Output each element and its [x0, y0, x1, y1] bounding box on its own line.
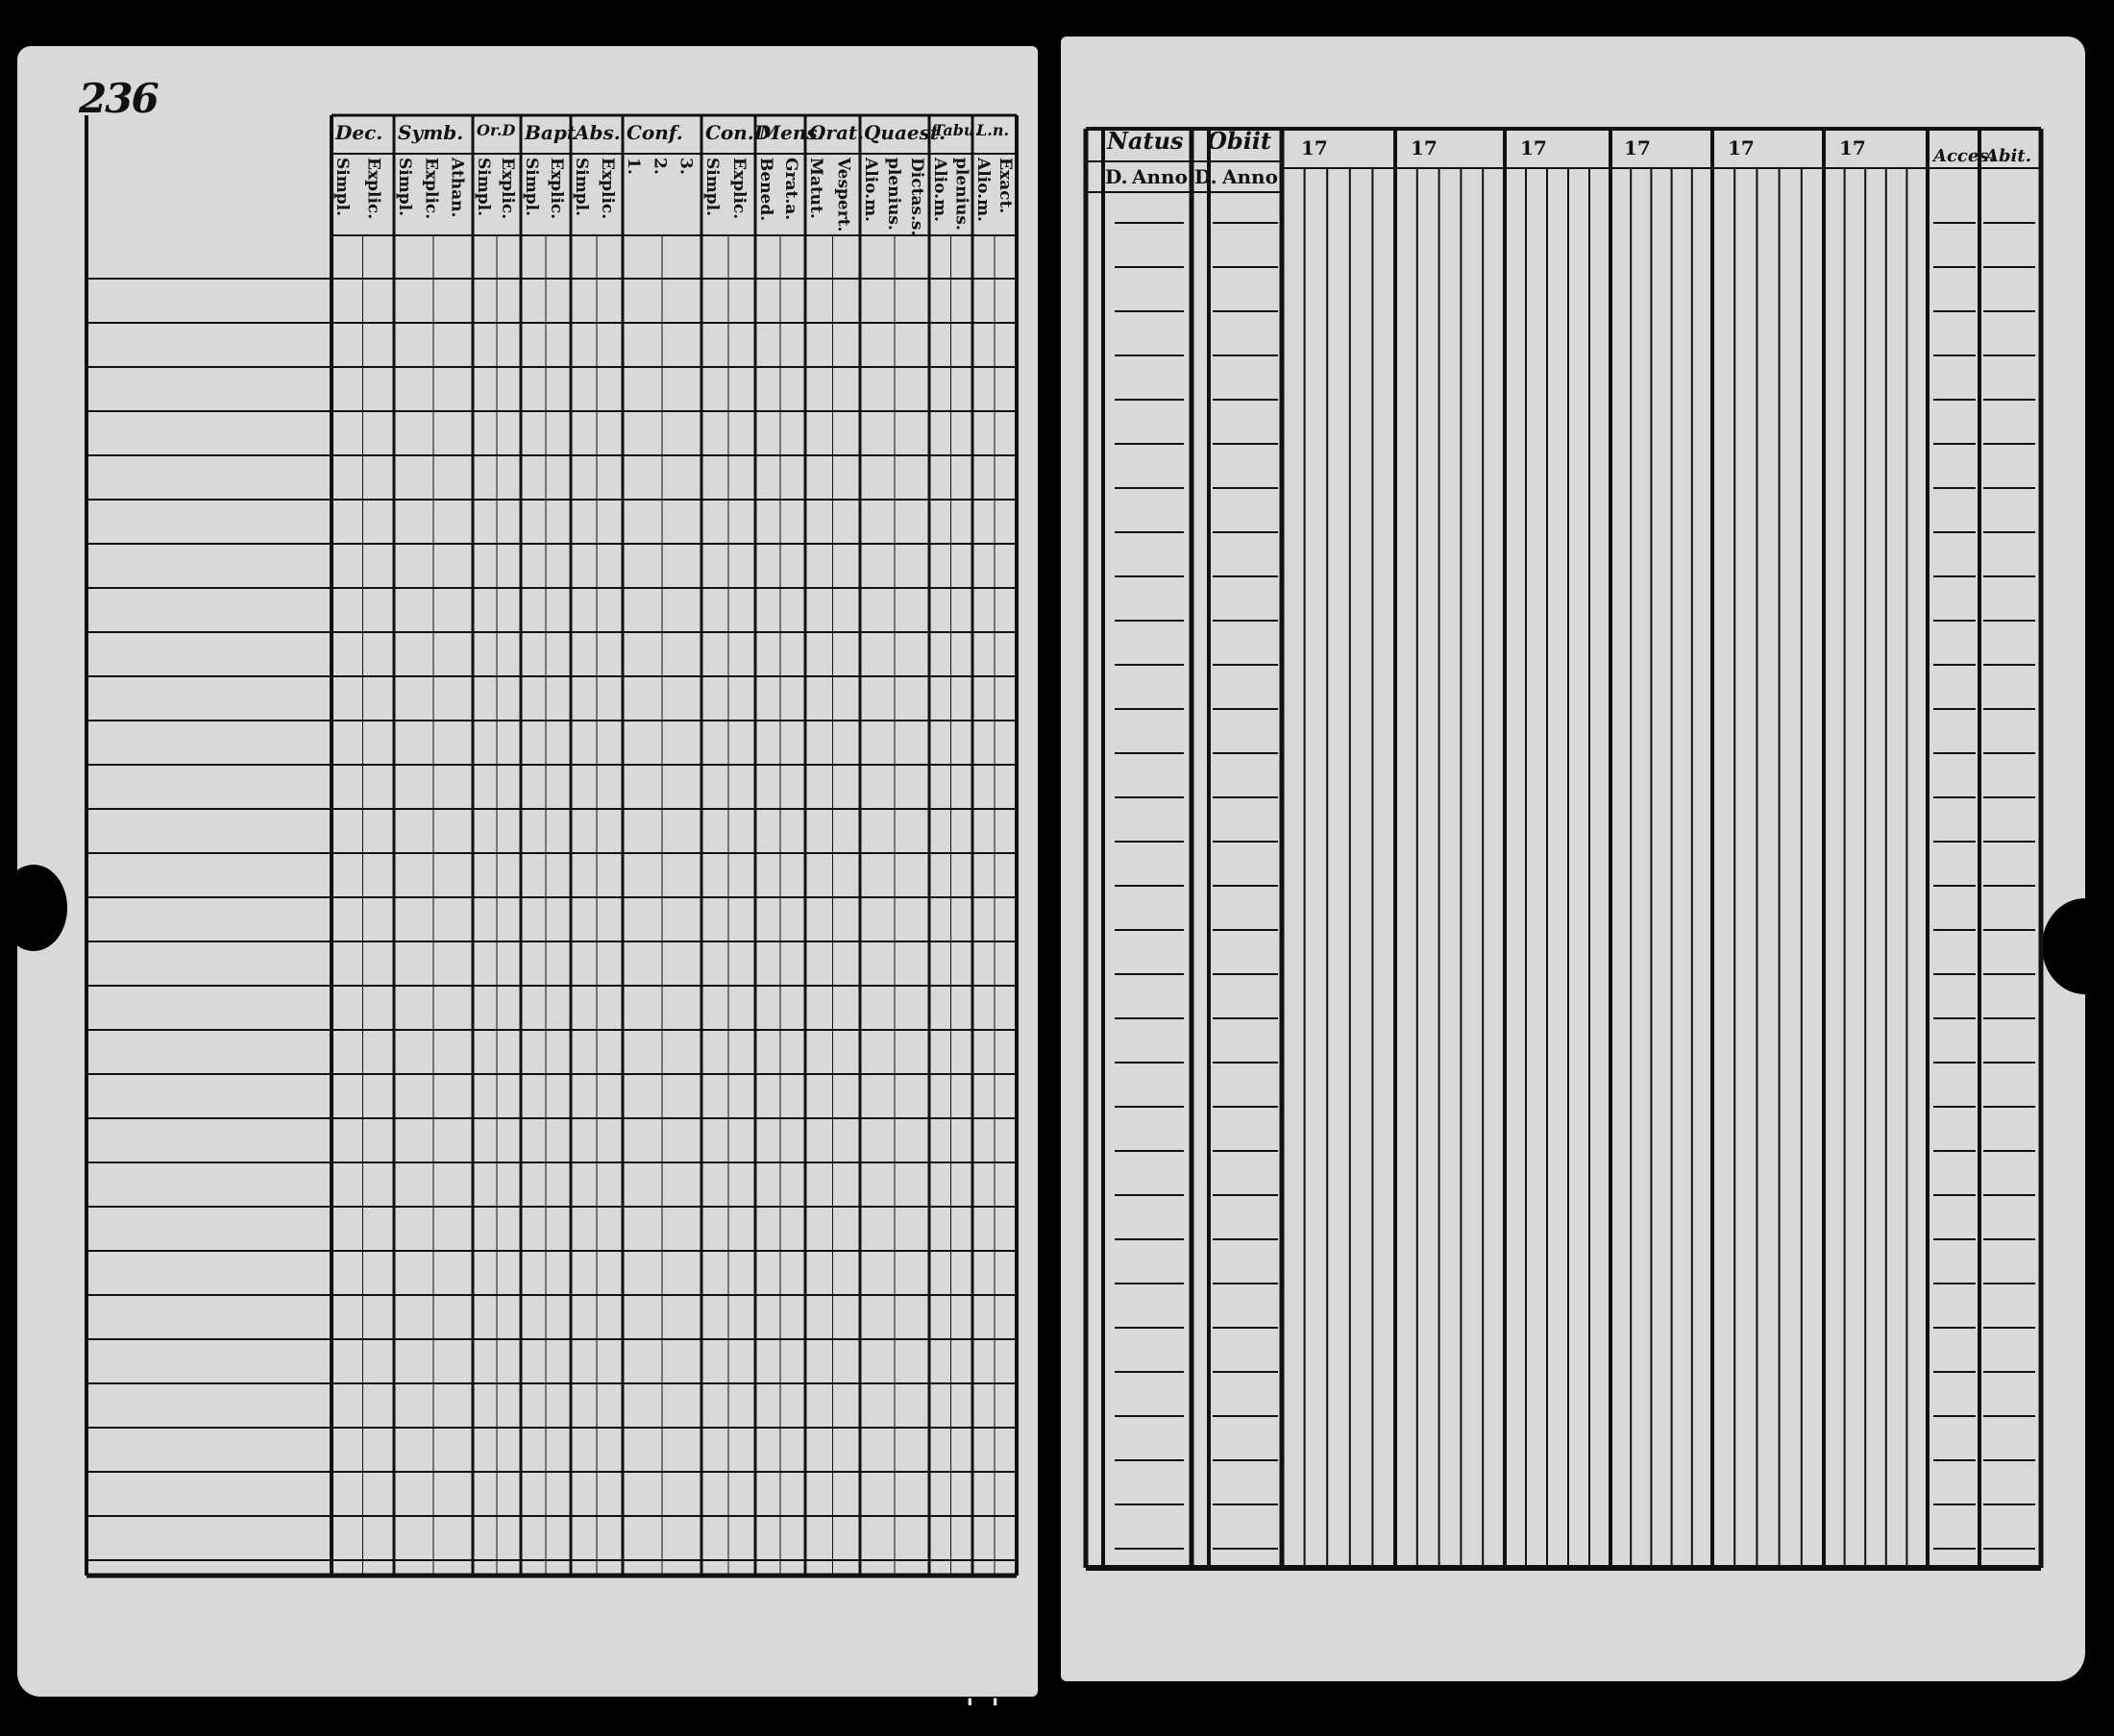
left-col-subheader: Simpl.	[395, 158, 414, 216]
left-col-header-11: Tabu.	[933, 121, 981, 139]
year-header-2: 17	[1411, 136, 1438, 159]
left-col-subheader: Explic.	[421, 158, 441, 220]
natus-day-label: D.	[1105, 165, 1128, 188]
left-col-subheader: Athan.	[447, 158, 467, 218]
left-col-subheader: Alio.m.	[973, 158, 993, 222]
left-col-subheader: Explic.	[547, 158, 566, 220]
left-col-subheader: 3.	[676, 158, 696, 175]
natus-header: Natus	[1107, 127, 1184, 155]
abiit-header: Abit.	[1985, 146, 2031, 166]
left-col-subheader: Explic.	[363, 158, 383, 220]
left-col-subheader: plenius.	[884, 158, 903, 231]
left-col-header-8: Mens.	[759, 121, 824, 144]
left-col-subheader: Bened.	[756, 158, 775, 222]
left-col-header-2: Symb.	[398, 121, 464, 144]
left-col-subheader: Grat.a.	[781, 158, 800, 221]
left-col-header-6: Conf.	[627, 121, 683, 144]
left-col-subheader: Simpl.	[572, 158, 591, 216]
left-col-subheader: Simpl.	[702, 158, 722, 216]
accessit-header: Acces.	[1933, 146, 1995, 166]
left-col-subheader: Simpl.	[332, 158, 352, 216]
year-header-4: 17	[1624, 136, 1651, 159]
year-header-1: 17	[1301, 136, 1328, 159]
left-col-header-1: Dec.	[335, 121, 383, 144]
left-col-header-9: Orat.	[809, 121, 865, 144]
left-col-header-3: Or.D	[477, 121, 516, 139]
left-col-subheader: Alio.m.	[861, 158, 880, 222]
left-col-subheader: Explic.	[729, 158, 749, 220]
left-col-subheader: Alio.m.	[930, 158, 949, 222]
gutter-mark: ' '	[966, 1693, 1003, 1724]
left-col-subheader: plenius.	[951, 158, 971, 231]
obiit-day-label: D.	[1194, 165, 1217, 188]
year-header-6: 17	[1839, 136, 1866, 159]
left-col-header-7: Con.D	[705, 121, 772, 144]
left-col-subheader: Matut.	[806, 158, 825, 219]
left-col-subheader: Simpl.	[474, 158, 493, 216]
left-col-subheader: Vespert.	[833, 158, 853, 232]
left-col-subheader: Exact.	[996, 158, 1015, 214]
year-header-3: 17	[1520, 136, 1547, 159]
left-col-subheader: Explic.	[498, 158, 517, 220]
folio-number: 236	[79, 75, 158, 122]
year-header-5: 17	[1728, 136, 1755, 159]
left-col-header-10: Quaest.	[864, 121, 946, 144]
left-col-header-4: Bapt	[525, 121, 577, 144]
left-col-subheader: Explic.	[598, 158, 617, 220]
left-col-header-12: L.n.	[976, 121, 1010, 139]
natus-year-label: Anno	[1132, 165, 1188, 188]
left-col-subheader: 2.	[650, 158, 670, 175]
left-col-subheader: Simpl.	[522, 158, 541, 216]
left-col-header-5: Abs.	[575, 121, 621, 144]
left-col-subheader: 1.	[624, 158, 643, 175]
obiit-year-label: Anno	[1222, 165, 1278, 188]
left-col-subheader: Dictas.s.	[907, 158, 926, 236]
obiit-header: Obiit	[1207, 127, 1272, 155]
